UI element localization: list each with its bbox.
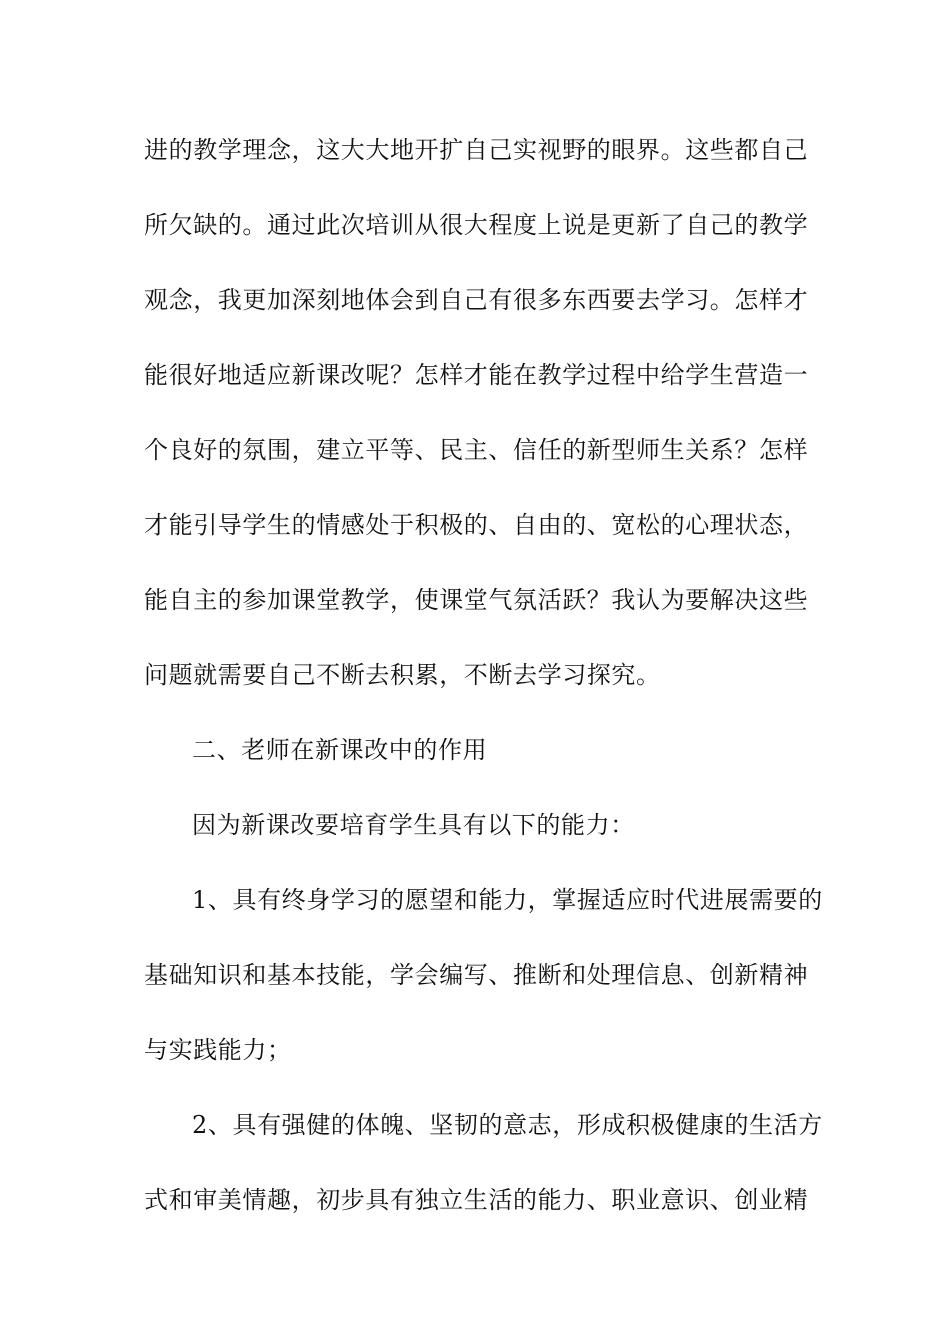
text-line-3: 观念，我更加深刻地体会到自己有很多东西要去学习。怎样才	[144, 286, 809, 314]
list-item-1-line-2: 基础知识和基本技能，学会编写、推断和处理信息、创新精神	[144, 961, 809, 989]
text-line-7: 能自主的参加课堂教学，使课堂气氛活跃？我认为要解决这些	[144, 586, 809, 614]
text-line-10: 因为新课改要培育学生具有以下的能力：	[192, 811, 635, 839]
text-line-6: 才能引导学生的情感处于积极的、自由的、宽松的心理状态，	[144, 511, 809, 539]
list-item-1-line-1: 1、具有终身学习的愿望和能力，掌握适应时代进展需要的	[192, 886, 823, 914]
text-line-4: 能很好地适应新课改呢？怎样才能在教学过程中给学生营造一	[144, 361, 809, 389]
list-item-2-line-1: 2、具有强健的体魄、坚韧的意志，形成积极健康的生活方	[192, 1111, 823, 1139]
text-line-8: 问题就需要自己不断去积累，不断去学习探究。	[144, 661, 661, 689]
list-item-1-line-3: 与实践能力；	[144, 1036, 292, 1064]
text-line-5: 个良好的氛围，建立平等、民主、信任的新型师生关系？怎样	[144, 436, 809, 464]
text-line-1: 进的教学理念，这大大地开扩自己实视野的眼界。这些都自己	[144, 136, 809, 164]
list-item-2-line-2: 式和审美情趣，初步具有独立生活的能力、职业意识、创业精	[144, 1186, 809, 1214]
text-line-2: 所欠缺的。通过此次培训从很大程度上说是更新了自己的教学	[144, 211, 809, 239]
section-heading: 二、老师在新课改中的作用	[192, 736, 488, 764]
